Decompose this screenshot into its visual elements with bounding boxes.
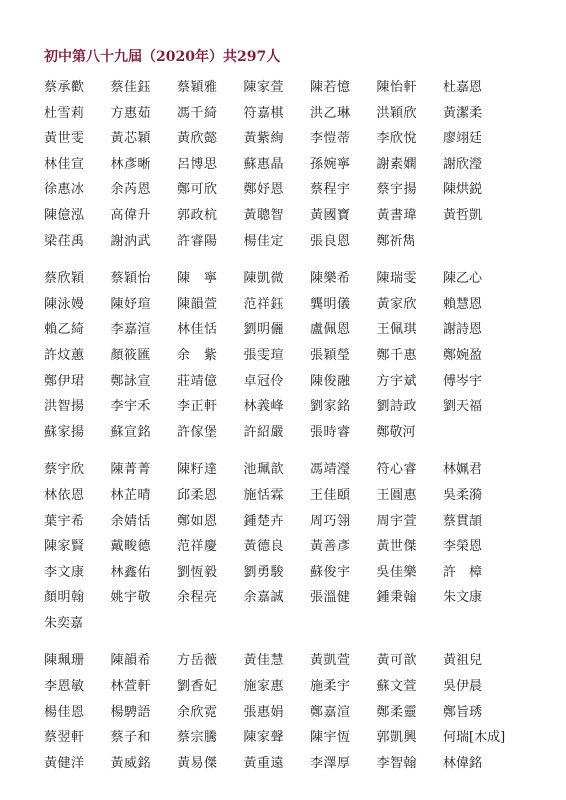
student-name: 施恬霖	[243, 487, 285, 503]
student-name: 楊騁語	[110, 704, 152, 720]
student-name: 余 紫	[177, 347, 218, 363]
student-name: 葉宇希	[44, 513, 85, 529]
student-name: 劉勇駿	[243, 564, 285, 580]
student-name: 劉天福	[443, 399, 483, 415]
name-row	[44, 126, 544, 152]
student-name: 陳家萱	[243, 80, 285, 95]
student-name: 黃德良	[243, 539, 285, 555]
student-name: 黃健洋	[44, 755, 85, 771]
student-name: 蔡佳鈺	[110, 80, 152, 95]
student-name: 黃世傑	[376, 539, 418, 555]
student-name: 何瑞[木成]	[443, 730, 506, 746]
name-row	[44, 751, 544, 777]
student-name: 劉家銘	[310, 399, 351, 415]
student-name: 黃芯穎	[110, 131, 152, 147]
student-name: 鄭可欣	[177, 182, 218, 198]
student-name: 許傢堡	[177, 424, 218, 440]
student-name: 吳佳樂	[376, 564, 418, 580]
student-name: 林姵君	[443, 462, 483, 478]
student-name: 鍾秉翰	[376, 590, 418, 606]
student-name: 林彥晰	[110, 156, 152, 172]
student-name: 陳韻希	[110, 653, 152, 669]
student-name: 戴畯德	[110, 539, 152, 555]
student-name: 方惠茹	[110, 105, 152, 121]
student-name: 李智翰	[376, 755, 418, 771]
student-name: 池珮歆	[243, 462, 285, 478]
student-name: 蔡承歡	[44, 80, 85, 95]
student-name: 林鑫佑	[110, 564, 152, 580]
student-name: 李欣悅	[376, 131, 418, 147]
student-name: 鄭婉盈	[443, 347, 483, 363]
name-row	[44, 585, 544, 611]
student-name: 許 樟	[443, 564, 483, 580]
student-name: 林依恩	[44, 487, 85, 503]
name-row	[44, 317, 544, 343]
student-name: 范祥慶	[177, 539, 218, 555]
student-name: 陳家聲	[243, 730, 285, 746]
name-row	[44, 725, 544, 751]
student-name: 林義峰	[243, 399, 285, 415]
student-name: 劉詩政	[376, 399, 418, 415]
student-name: 黃家欣	[376, 296, 418, 312]
name-row	[44, 648, 544, 674]
student-name: 蘇宣銘	[110, 424, 152, 440]
name-row	[44, 457, 544, 483]
student-name: 蔡宇揚	[376, 182, 418, 198]
student-name: 余婧恬	[110, 513, 152, 529]
student-name: 陳若憶	[310, 80, 351, 95]
student-name: 李正軒	[177, 399, 218, 415]
student-name: 陳妤瑄	[110, 296, 152, 312]
name-row	[44, 674, 544, 700]
student-name: 蔡穎雅	[177, 80, 218, 95]
student-name: 黃祖兒	[443, 653, 483, 669]
name-row	[44, 203, 544, 229]
student-name: 陳菁菁	[110, 462, 152, 478]
student-name: 卓冠伶	[243, 373, 285, 389]
student-name: 陳凱微	[243, 271, 285, 287]
student-name: 鄭妤恩	[243, 182, 285, 198]
student-name: 余芮恩	[110, 182, 152, 198]
student-name: 蔡子和	[110, 730, 152, 746]
name-row	[44, 394, 544, 420]
class-group	[44, 266, 544, 445]
student-name: 蔡欣穎	[44, 271, 85, 287]
student-name: 鄭千惠	[376, 347, 418, 363]
student-name: 鄭詠宣	[110, 373, 152, 389]
name-row	[44, 152, 544, 178]
student-name: 呂博思	[177, 156, 218, 172]
student-name: 林萱軒	[110, 679, 152, 695]
name-row	[44, 75, 544, 101]
student-name: 傅岑宇	[443, 373, 483, 389]
student-name: 劉明儷	[243, 322, 285, 338]
student-name: 朱奕嘉	[44, 615, 84, 631]
student-name: 陳泳嫚	[44, 296, 85, 312]
student-name: 蘇俊宇	[310, 564, 351, 580]
student-name: 賴慧恩	[443, 296, 483, 312]
student-name: 李榮恩	[443, 539, 483, 555]
student-name: 蔡程宇	[310, 182, 351, 198]
student-roster	[44, 75, 544, 776]
student-name: 杜雪莉	[44, 105, 85, 121]
student-name: 符心睿	[376, 462, 418, 478]
student-name: 李宇禾	[110, 399, 152, 415]
student-name: 廖翊廷	[443, 131, 483, 147]
student-name: 王佳頤	[310, 487, 351, 503]
student-name: 謝詩恩	[443, 322, 483, 338]
student-name: 謝汭武	[110, 233, 152, 249]
name-row	[44, 509, 544, 535]
student-name: 許紹嚴	[243, 424, 285, 440]
student-name: 黃哲凱	[443, 207, 483, 223]
student-name: 黃可歆	[376, 653, 418, 669]
student-name: 林佳恬	[177, 322, 218, 338]
student-name: 蔡宇欣	[44, 462, 85, 478]
student-name: 許睿陽	[177, 233, 218, 249]
student-name: 劉香妃	[177, 679, 218, 695]
student-name: 鄭如恩	[177, 513, 218, 529]
student-name: 李文康	[44, 564, 85, 580]
name-row	[44, 101, 544, 127]
student-name: 徐惠冰	[44, 182, 85, 198]
student-name: 黃善彥	[310, 539, 351, 555]
student-name: 盧佩恩	[310, 322, 351, 338]
student-name: 符嘉棋	[243, 105, 285, 121]
student-name: 陳瑞雯	[376, 271, 418, 287]
student-name: 陳乙心	[443, 271, 483, 287]
name-row	[44, 229, 544, 255]
student-name: 馮靖瀅	[310, 462, 351, 478]
student-name: 蘇家揚	[44, 424, 85, 440]
student-name: 龔明儀	[310, 296, 351, 312]
student-name: 楊佳恩	[44, 704, 85, 720]
student-name: 黃紫絢	[243, 131, 285, 147]
student-name: 張良恩	[310, 233, 351, 249]
student-name: 陳烘鋭	[443, 182, 483, 198]
student-name: 李澤厚	[310, 755, 351, 771]
class-group	[44, 648, 544, 776]
student-name: 梁荏禹	[44, 233, 85, 249]
name-row	[44, 611, 544, 637]
student-name: 張溫健	[310, 590, 351, 606]
student-name: 鄭嘉渲	[310, 704, 351, 720]
student-name: 陳億泓	[44, 207, 85, 223]
student-name: 謝欣瀅	[443, 156, 483, 172]
student-name: 賴乙綺	[44, 322, 85, 338]
student-name: 吳柔漪	[443, 487, 483, 503]
student-name: 王圓惠	[376, 487, 418, 503]
student-name: 李嘉渲	[110, 322, 152, 338]
student-name: 黃聰智	[243, 207, 285, 223]
student-name: 陳樂希	[310, 271, 351, 287]
student-name: 莊靖億	[177, 373, 218, 389]
name-row	[44, 292, 544, 318]
student-name: 陳籽達	[177, 462, 218, 478]
student-name: 施柔宇	[310, 679, 351, 695]
student-name: 鄭伊珺	[44, 373, 85, 389]
name-row	[44, 343, 544, 369]
student-name: 周宇萱	[376, 513, 418, 529]
student-name: 杜嘉恩	[443, 80, 483, 95]
student-name: 蔡貫頡	[443, 513, 483, 529]
name-row	[44, 369, 544, 395]
student-name: 方岳薇	[177, 653, 218, 669]
student-name: 蔡翌軒	[44, 730, 85, 746]
student-name: 林偉銘	[443, 755, 483, 771]
student-name: 黃國寶	[310, 207, 351, 223]
student-name: 黃世雯	[44, 131, 85, 147]
name-row	[44, 560, 544, 586]
student-name: 郭凱興	[376, 730, 418, 746]
student-name: 余程亮	[177, 590, 218, 606]
student-name: 黃凱萱	[310, 653, 351, 669]
student-name: 張惠娟	[243, 704, 285, 720]
student-name: 黃易傑	[177, 755, 218, 771]
student-name: 鄭祈雋	[376, 233, 416, 249]
student-name: 陳俊融	[310, 373, 351, 389]
student-name: 蔡穎怡	[110, 271, 152, 287]
name-row	[44, 177, 544, 203]
student-name: 郭政杭	[177, 207, 218, 223]
name-row	[44, 700, 544, 726]
student-name: 洪智揚	[44, 399, 85, 415]
name-row	[44, 420, 544, 446]
name-row	[44, 266, 544, 292]
student-name: 陳韻萱	[177, 296, 218, 312]
student-name: 鄭敬河	[376, 424, 416, 440]
student-name: 謝素嫻	[376, 156, 418, 172]
student-name: 姚宇敬	[110, 590, 152, 606]
class-group	[44, 75, 544, 254]
student-name: 洪乙琳	[310, 105, 351, 121]
student-name: 顏筱匯	[110, 347, 152, 363]
student-name: 林佳宣	[44, 156, 85, 172]
student-name: 陳宇恆	[310, 730, 351, 746]
student-name: 林芷晴	[110, 487, 152, 503]
student-name: 李恩敏	[44, 679, 85, 695]
student-name: 朱文康	[443, 590, 483, 606]
student-name: 余嘉誠	[243, 590, 285, 606]
student-name: 張穎瑩	[310, 347, 351, 363]
student-name: 王佩琪	[376, 322, 418, 338]
student-name: 鍾楚卉	[243, 513, 285, 529]
student-name: 黃欣懿	[177, 131, 218, 147]
page-title: 初中第八十九屆（2020年）共297人	[44, 49, 281, 65]
student-name: 施家惠	[243, 679, 285, 695]
student-name: 黃佳慧	[243, 653, 285, 669]
student-name: 楊佳定	[243, 233, 285, 249]
student-name: 陳家賢	[44, 539, 85, 555]
student-name: 陳珮珊	[44, 653, 85, 669]
student-name: 余欣霓	[177, 704, 218, 720]
student-name: 孫婉寧	[310, 156, 351, 172]
student-name: 陳 寧	[177, 271, 218, 287]
student-name: 洪穎欣	[376, 105, 418, 121]
student-name: 馮千綺	[177, 105, 218, 121]
student-name: 黃威銘	[110, 755, 152, 771]
student-name: 劉恆毅	[177, 564, 218, 580]
student-name: 鄭旨琇	[443, 704, 483, 720]
name-row	[44, 534, 544, 560]
student-name: 陳怡軒	[376, 80, 418, 95]
student-name: 范祥鈺	[243, 296, 285, 312]
student-name: 張雯瑄	[243, 347, 285, 363]
student-name: 吳伊晨	[443, 679, 483, 695]
student-name: 黃書瑋	[376, 207, 418, 223]
student-name: 黃重遠	[243, 755, 285, 771]
student-name: 蘇惠晶	[243, 156, 285, 172]
student-name: 蔡宗騰	[177, 730, 218, 746]
student-name: 高偉升	[110, 207, 152, 223]
student-name: 黃潔柔	[443, 105, 483, 121]
student-name: 方宇斌	[376, 373, 418, 389]
student-name: 鄭柔靈	[376, 704, 418, 720]
student-name: 蘇文萱	[376, 679, 418, 695]
student-name: 李愷蒂	[310, 131, 351, 147]
student-name: 張時睿	[310, 424, 351, 440]
class-group	[44, 457, 544, 636]
student-name: 邱柔恩	[177, 487, 218, 503]
student-name: 顏明翰	[44, 590, 85, 606]
student-name: 許炆蕙	[44, 347, 85, 363]
student-name: 周巧翎	[310, 513, 351, 529]
name-row	[44, 483, 544, 509]
